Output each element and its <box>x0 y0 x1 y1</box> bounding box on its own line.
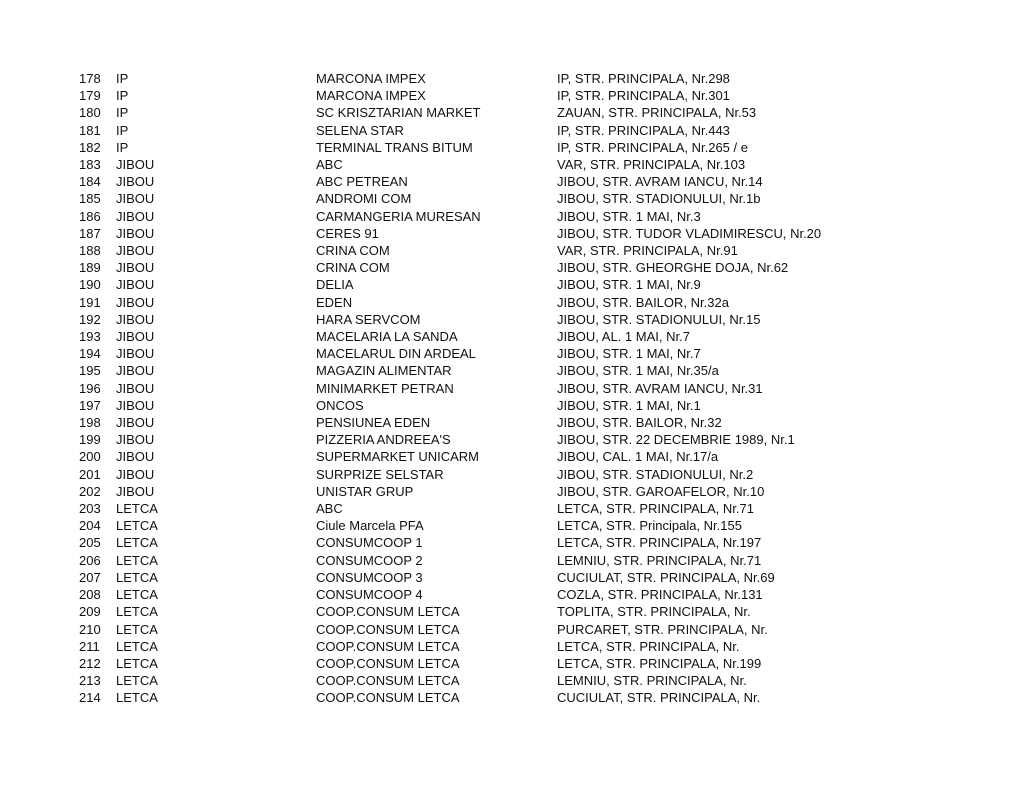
business-name-cell: CONSUMCOOP 3 <box>316 569 423 585</box>
locality-cell: JIBOU <box>116 397 155 413</box>
row-number: 214 <box>79 690 101 706</box>
row-number: 201 <box>79 466 101 482</box>
row-number: 212 <box>79 655 101 671</box>
business-name-cell: Ciule Marcela PFA <box>316 518 424 534</box>
row-number: 202 <box>79 483 101 499</box>
business-name-cell: PENSIUNEA EDEN <box>316 415 431 431</box>
table-row <box>79 87 857 104</box>
table-row <box>79 380 857 397</box>
table-row <box>79 552 857 569</box>
address-cell: JIBOU, STR. 1 MAI, Nr.9 <box>557 277 701 293</box>
business-name-cell: COOP.CONSUM LETCA <box>316 638 460 654</box>
table-row <box>79 259 857 276</box>
business-name-cell: MINIMARKET PETRAN <box>316 380 454 396</box>
row-number: 182 <box>79 139 101 155</box>
business-name-cell: UNISTAR GRUP <box>316 483 414 499</box>
row-number: 187 <box>79 225 101 241</box>
address-cell: JIBOU, STR. STADIONULUI, Nr.15 <box>557 311 761 327</box>
address-cell: ZAUAN, STR. PRINCIPALA, Nr.53 <box>557 105 757 121</box>
address-cell: JIBOU, CAL. 1 MAI, Nr.17/a <box>557 449 719 465</box>
address-cell: TOPLITA, STR. PRINCIPALA, Nr. <box>557 604 751 620</box>
address-cell: LEMNIU, STR. PRINCIPALA, Nr.71 <box>557 552 762 568</box>
row-number: 179 <box>79 88 101 104</box>
locality-cell: LETCA <box>116 638 158 654</box>
business-name-cell: SC KRISZTARIAN MARKET <box>316 105 481 121</box>
locality-cell: JIBOU <box>116 329 155 345</box>
table-row <box>79 345 857 362</box>
business-name-cell: CRINA COM <box>316 260 390 276</box>
business-name-cell: CONSUMCOOP 2 <box>316 552 423 568</box>
address-cell: VAR, STR. PRINCIPALA, Nr.103 <box>557 157 746 173</box>
row-number: 205 <box>79 535 101 551</box>
locality-cell: JIBOU <box>116 432 155 448</box>
table-row <box>79 621 857 638</box>
table-row <box>79 122 857 139</box>
row-number: 208 <box>79 587 101 603</box>
business-name-cell: MACELARIA LA SANDA <box>316 329 458 345</box>
table-row <box>79 603 857 620</box>
address-cell: CUCIULAT, STR. PRINCIPALA, Nr.69 <box>557 569 775 585</box>
address-cell: JIBOU, STR. STADIONULUI, Nr.1b <box>557 191 761 207</box>
row-number: 190 <box>79 277 101 293</box>
table-row <box>79 638 857 655</box>
business-name-cell: MARCONA IMPEX <box>316 71 426 86</box>
table-row <box>79 328 857 345</box>
row-number: 178 <box>79 71 101 86</box>
business-name-cell: MARCONA IMPEX <box>316 88 426 104</box>
table-row <box>79 156 857 173</box>
table-row <box>79 208 857 225</box>
locality-cell: IP <box>116 122 129 138</box>
business-name-cell: COOP.CONSUM LETCA <box>316 655 460 671</box>
locality-cell: LETCA <box>116 604 158 620</box>
row-number: 195 <box>79 363 101 379</box>
row-number: 186 <box>79 208 101 224</box>
business-name-cell: DELIA <box>316 277 354 293</box>
table-row <box>79 397 857 414</box>
table-row <box>79 242 857 259</box>
locality-cell: LETCA <box>116 690 158 706</box>
locality-cell: JIBOU <box>116 208 155 224</box>
table-row <box>79 294 857 311</box>
address-cell: JIBOU, STR. TUDOR VLADIMIRESCU, Nr.20 <box>557 225 822 241</box>
row-number: 194 <box>79 346 101 362</box>
locality-cell: JIBOU <box>116 466 155 482</box>
table-row <box>79 104 857 121</box>
business-name-cell: COOP.CONSUM LETCA <box>316 690 460 706</box>
table-row <box>79 672 857 689</box>
locality-cell: JIBOU <box>116 225 155 241</box>
address-cell: IP, STR. PRINCIPALA, Nr.298 <box>557 71 730 86</box>
locality-cell: JIBOU <box>116 380 155 396</box>
business-name-cell: CONSUMCOOP 1 <box>316 535 423 551</box>
locality-cell: IP <box>116 105 129 121</box>
table-row <box>79 362 857 379</box>
row-number: 200 <box>79 449 101 465</box>
business-name-cell: SUPERMARKET UNICARM <box>316 449 480 465</box>
locality-cell: JIBOU <box>116 174 155 190</box>
table-row <box>79 500 857 517</box>
locality-cell: LETCA <box>116 518 158 534</box>
address-cell: JIBOU, STR. AVRAM IANCU, Nr.14 <box>557 174 763 190</box>
address-cell: JIBOU, STR. STADIONULUI, Nr.2 <box>557 466 754 482</box>
table-row <box>79 569 857 586</box>
row-number: 211 <box>79 638 100 654</box>
address-cell: JIBOU, STR. AVRAM IANCU, Nr.31 <box>557 380 763 396</box>
row-number: 192 <box>79 311 101 327</box>
address-cell: JIBOU, STR. 1 MAI, Nr.35/a <box>557 363 719 379</box>
row-number: 213 <box>79 673 101 689</box>
row-number: 189 <box>79 260 101 276</box>
row-number: 199 <box>79 432 101 448</box>
locality-cell: JIBOU <box>116 294 155 310</box>
row-number: 188 <box>79 243 101 259</box>
locality-cell: LETCA <box>116 569 158 585</box>
table-row <box>79 70 857 87</box>
row-number: 210 <box>79 621 101 637</box>
address-cell: JIBOU, STR. BAILOR, Nr.32a <box>557 294 729 310</box>
records-table-body <box>79 70 857 707</box>
table-row <box>79 139 857 156</box>
locality-cell: LETCA <box>116 535 158 551</box>
address-cell: CUCIULAT, STR. PRINCIPALA, Nr. <box>557 690 761 706</box>
locality-cell: LETCA <box>116 673 158 689</box>
business-name-cell: ONCOS <box>316 397 364 413</box>
locality-cell: LETCA <box>116 587 158 603</box>
table-row <box>79 190 857 207</box>
business-name-cell: CARMANGERIA MURESAN <box>316 208 481 224</box>
table-row <box>79 466 857 483</box>
address-cell: JIBOU, AL. 1 MAI, Nr.7 <box>557 329 690 345</box>
row-number: 196 <box>79 380 101 396</box>
locality-cell: JIBOU <box>116 191 155 207</box>
table-row <box>79 517 857 534</box>
business-name-cell: COOP.CONSUM LETCA <box>316 673 460 689</box>
address-cell: VAR, STR. PRINCIPALA, Nr.91 <box>557 243 738 259</box>
locality-cell: JIBOU <box>116 243 155 259</box>
locality-cell: LETCA <box>116 501 158 517</box>
locality-cell: JIBOU <box>116 346 155 362</box>
table-row <box>79 689 857 706</box>
address-cell: LETCA, STR. PRINCIPALA, Nr.199 <box>557 655 762 671</box>
address-cell: JIBOU, STR. GHEORGHE DOJA, Nr.62 <box>557 260 789 276</box>
address-cell: LETCA, STR. PRINCIPALA, Nr.197 <box>557 535 762 551</box>
locality-cell: LETCA <box>116 621 158 637</box>
address-cell: LETCA, STR. PRINCIPALA, Nr. <box>557 638 740 654</box>
address-cell: JIBOU, STR. GAROAFELOR, Nr.10 <box>557 483 765 499</box>
business-name-cell: SURPRIZE SELSTAR <box>316 466 444 482</box>
table-row <box>79 586 857 603</box>
business-name-cell: ABC PETREAN <box>316 174 408 190</box>
row-number: 185 <box>79 191 101 207</box>
address-cell: PURCARET, STR. PRINCIPALA, Nr. <box>557 621 768 637</box>
row-number: 184 <box>79 174 101 190</box>
address-cell: COZLA, STR. PRINCIPALA, Nr.131 <box>557 587 763 603</box>
address-cell: IP, STR. PRINCIPALA, Nr.301 <box>557 88 730 104</box>
business-name-cell: SELENA STAR <box>316 122 404 138</box>
table-row <box>79 311 857 328</box>
business-name-cell: PIZZERIA ANDREEA'S <box>316 432 451 448</box>
business-name-cell: TERMINAL TRANS BITUM <box>316 139 473 155</box>
locality-cell: JIBOU <box>116 277 155 293</box>
table-row <box>79 276 857 293</box>
business-name-cell: HARA SERVCOM <box>316 311 421 327</box>
business-name-cell: EDEN <box>316 294 353 310</box>
table-row <box>79 431 857 448</box>
address-cell: JIBOU, STR. BAILOR, Nr.32 <box>557 415 722 431</box>
row-number: 197 <box>79 397 101 413</box>
address-cell: LETCA, STR. Principala, Nr.155 <box>557 518 742 534</box>
locality-cell: JIBOU <box>116 311 155 327</box>
business-name-cell: ANDROMI COM <box>316 191 412 207</box>
records-table <box>79 70 857 707</box>
locality-cell: LETCA <box>116 552 158 568</box>
business-name-cell: CRINA COM <box>316 243 390 259</box>
table-row <box>79 173 857 190</box>
locality-cell: JIBOU <box>116 483 155 499</box>
row-number: 209 <box>79 604 101 620</box>
table-row <box>79 414 857 431</box>
row-number: 191 <box>79 294 101 310</box>
row-number: 204 <box>79 518 101 534</box>
row-number: 193 <box>79 329 101 345</box>
address-cell: LEMNIU, STR. PRINCIPALA, Nr. <box>557 673 747 689</box>
business-name-cell: CONSUMCOOP 4 <box>316 587 423 603</box>
address-cell: IP, STR. PRINCIPALA, Nr.265 / e <box>557 139 748 155</box>
row-number: 207 <box>79 569 101 585</box>
business-name-cell: ABC <box>316 157 343 173</box>
locality-cell: LETCA <box>116 655 158 671</box>
locality-cell: IP <box>116 71 129 86</box>
locality-cell: JIBOU <box>116 363 155 379</box>
address-cell: JIBOU, STR. 22 DECEMBRIE 1989, Nr.1 <box>557 432 795 448</box>
locality-cell: JIBOU <box>116 449 155 465</box>
row-number: 180 <box>79 105 101 121</box>
business-name-cell: CERES 91 <box>316 225 379 241</box>
business-name-cell: MACELARUL DIN ARDEAL <box>316 346 476 362</box>
row-number: 198 <box>79 415 101 431</box>
business-name-cell: MAGAZIN ALIMENTAR <box>316 363 452 379</box>
locality-cell: JIBOU <box>116 260 155 276</box>
locality-cell: JIBOU <box>116 157 155 173</box>
table-row <box>79 483 857 500</box>
row-number: 183 <box>79 157 101 173</box>
row-number: 203 <box>79 501 101 517</box>
table-row <box>79 448 857 465</box>
table-row <box>79 534 857 551</box>
address-cell: JIBOU, STR. 1 MAI, Nr.3 <box>557 208 701 224</box>
business-name-cell: ABC <box>316 501 343 517</box>
business-name-cell: COOP.CONSUM LETCA <box>316 604 460 620</box>
address-cell: JIBOU, STR. 1 MAI, Nr.1 <box>557 397 701 413</box>
address-cell: JIBOU, STR. 1 MAI, Nr.7 <box>557 346 701 362</box>
locality-cell: IP <box>116 88 129 104</box>
table-row <box>79 655 857 672</box>
row-number: 206 <box>79 552 101 568</box>
address-cell: LETCA, STR. PRINCIPALA, Nr.71 <box>557 501 754 517</box>
locality-cell: IP <box>116 139 129 155</box>
row-number: 181 <box>79 122 101 138</box>
table-row <box>79 225 857 242</box>
address-cell: IP, STR. PRINCIPALA, Nr.443 <box>557 122 730 138</box>
business-name-cell: COOP.CONSUM LETCA <box>316 621 460 637</box>
locality-cell: JIBOU <box>116 415 155 431</box>
